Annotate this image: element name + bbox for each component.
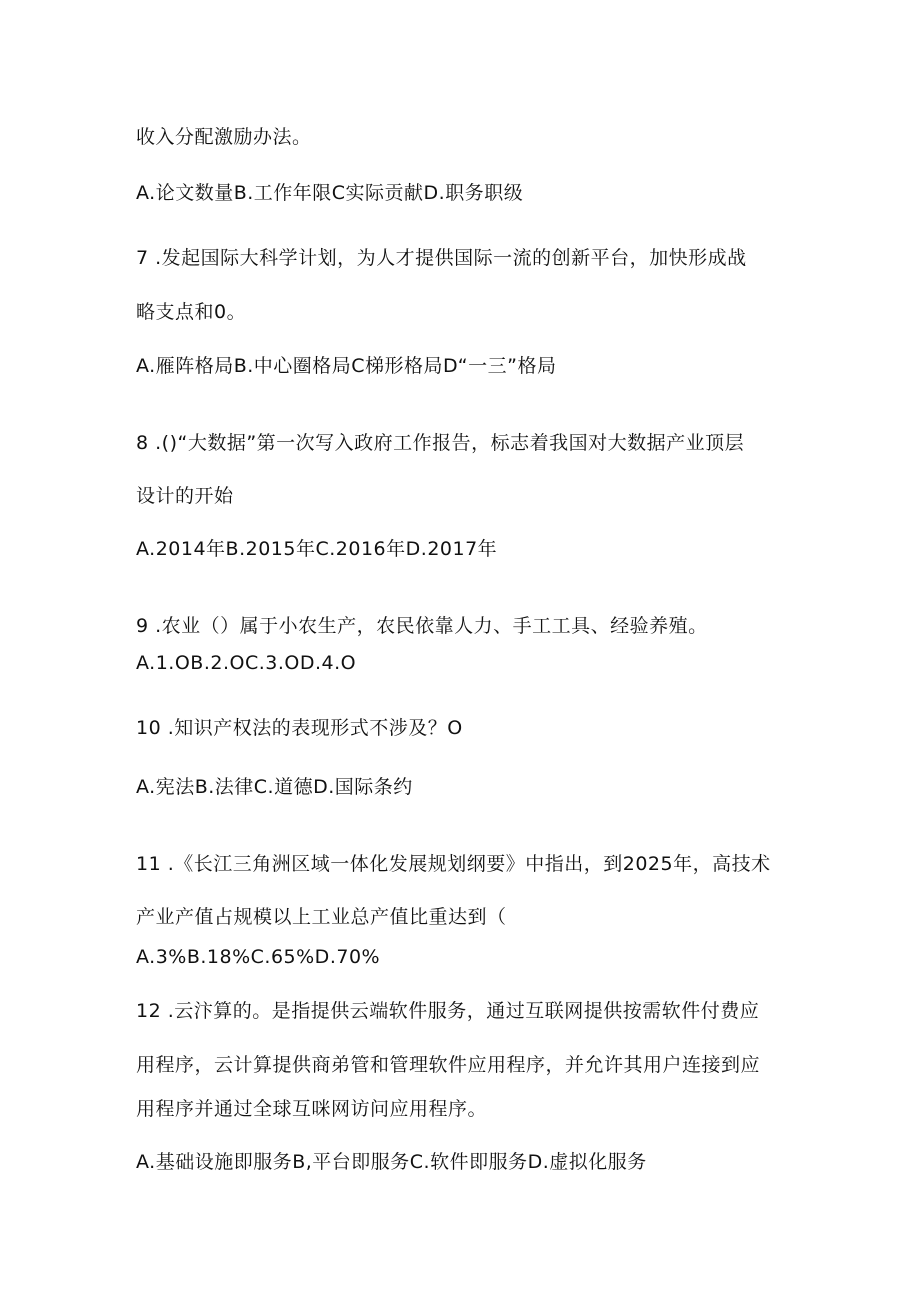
question-9: 9 .农业（）属于小农生产，农民依靠人力、手工工具、经验养殖。 <box>136 615 708 637</box>
text-line: 用程序并通过全球互咪网访问应用程序。 <box>136 1098 488 1120</box>
answer-options: A.1.OB.2.OC.3.OD.4.O <box>136 652 357 674</box>
text-line: 设计的开始 <box>136 485 234 507</box>
question-10: 10 .知识产权法的表现形式不涉及？O <box>136 717 463 739</box>
text-line: 略支点和0。 <box>136 301 247 323</box>
answer-options: A.3%B.18%C.65%D.70% <box>136 946 381 968</box>
answer-options: A.2014年B.2015年C.2016年D.2017年 <box>136 538 498 560</box>
answer-options: A.雁阵格局B.中心圈格局C梯形格局D“一三”格局 <box>136 355 557 377</box>
question-8: 8 .()“大数据”第一次写入政府工作报告，标志着我国对大数据产业顶层 <box>136 432 745 454</box>
answer-options: A.论文数量B.工作年限C实际贡献D.职务职级 <box>136 182 524 204</box>
question-12: 12 .云汴算的。是指提供云端软件服务，通过互联网提供按需软件付费应 <box>136 1000 760 1022</box>
text-line: 产业产值占规模以上工业总产值比重达到（ <box>136 906 507 928</box>
question-7: 7 .发起国际大科学计划，为人才提供国际一流的创新平台，加快形成战 <box>136 247 747 269</box>
text-line: 收入分配激励办法。 <box>136 126 312 148</box>
answer-options: A.基础设施即服务B,平台即服务C.软件即服务D.虚拟化服务 <box>136 1151 647 1173</box>
answer-options: A.宪法B.法律C.道德D.国际条约 <box>136 776 413 798</box>
text-line: 用程序，云计算提供商弟管和管理软件应用程序，并允许其用户连接到应 <box>136 1054 761 1076</box>
question-11: 11 .《长江三角洲区域一体化发展规划纲要》中指出，到2025年，高技术 <box>136 853 771 875</box>
